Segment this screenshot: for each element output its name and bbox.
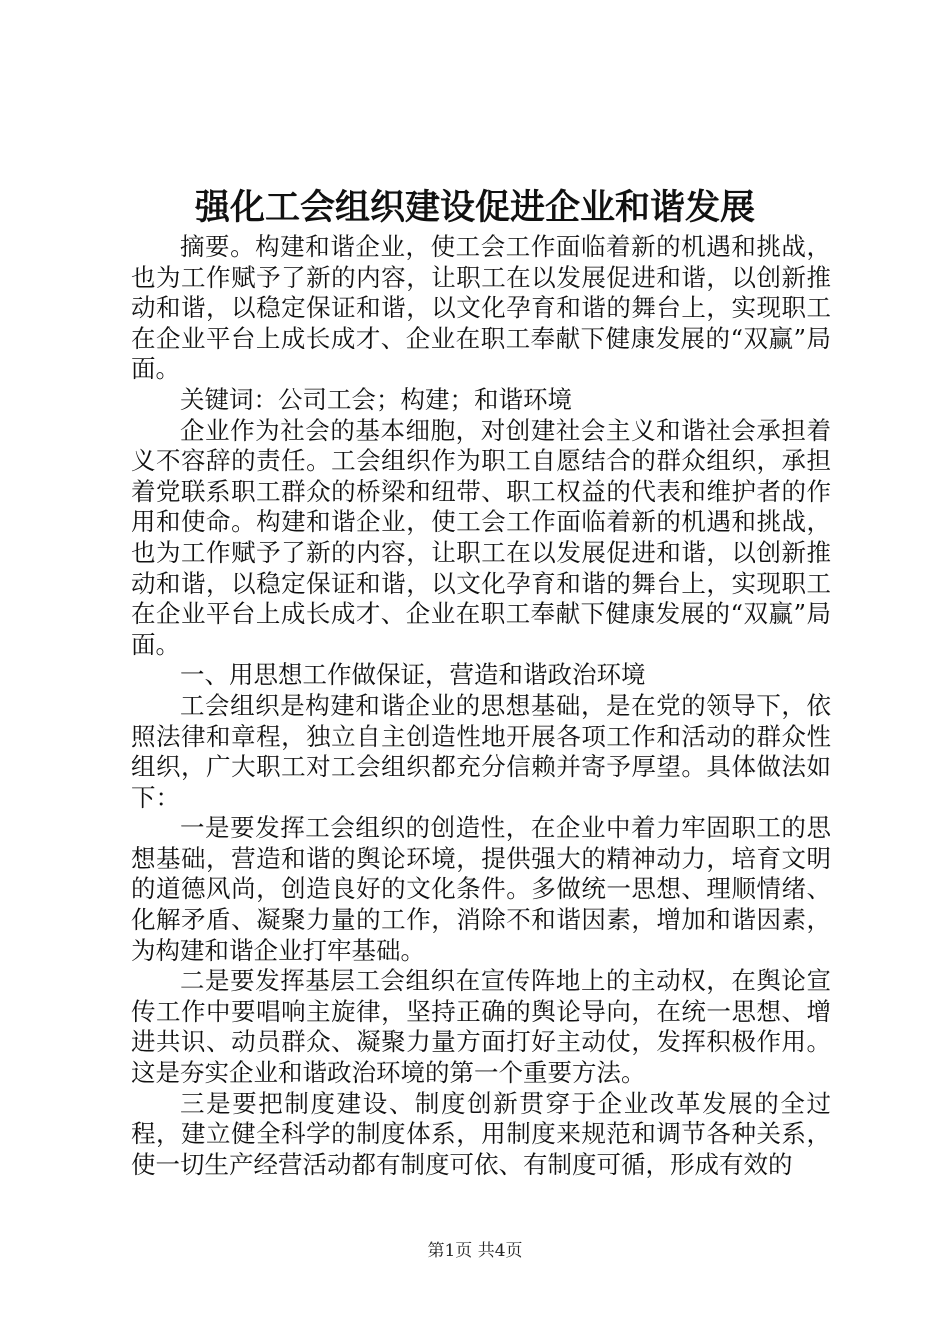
document-title: 强化工会组织建设促进企业和谐发展	[194, 187, 755, 228]
page-footer: 第1页 共4页	[427, 1241, 523, 1261]
paragraph-point-3: 三是要把制度建设、制度创新贯穿于企业改革发展的全过程，建立健全科学的制度体系，用制度来规范和调节各种关系，使一切生产经营活动都有制度可依、有制度可循，形成有效的	[131, 1088, 831, 1179]
paragraph-point-1: 一是要发挥工会组织的创造性，在企业中着力牢固职工的思想基础，营造和谐的舆论环境，提供强大的精神动力，培育文明的道德风尚，创造良好的文化条件。多做统一思想、理顺情绪、化解矛盾、凝聚力量的工作，消除不和谐因素，增加和谐因素，为构建和谐企业打牢基础。	[131, 813, 831, 965]
paragraph-abstract: 摘要。构建和谐企业，使工会工作面临着新的机遇和挑战，也为工作赋予了新的内容，让职工在以发展促进和谐，以创新推动和谐，以稳定保证和谐，以文化孕育和谐的舞台上，实现职工在企业平台上成长成才、企业在职工奉献下健康发展的“双赢”局面。	[131, 232, 831, 384]
paragraph-section-1-intro: 工会组织是构建和谐企业的思想基础，是在党的领导下，依照法律和章程，独立自主创造性地开展各项工作和活动的群众性组织，广大职工对工会组织都充分信赖并寄予厚望。具体做法如下：	[131, 690, 831, 812]
paragraph-keywords: 关键词：公司工会；构建；和谐环境	[180, 384, 572, 414]
paragraph-point-2: 二是要发挥基层工会组织在宣传阵地上的主动权，在舆论宣传工作中要唱响主旋律，坚持正确的舆论导向，在统一思想、增进共识、动员群众、凝聚力量方面打好主动仗，发挥积极作用。这是夯实企业和谐政治环境的第一个重要方法。	[131, 966, 831, 1088]
document-body	[131, 232, 831, 1180]
paragraph-intro: 企业作为社会的基本细胞，对创建社会主义和谐社会承担着义不容辞的责任。工会组织作为职工自愿结合的群众组织，承担着党联系职工群众的桥梁和纽带、职工权益的代表和维护者的作用和使命。构建和谐企业，使工会工作面临着新的机遇和挑战，也为工作赋予了新的内容，让职工在以发展促进和谐，以创新推动和谐，以稳定保证和谐，以文化孕育和谐的舞台上，实现职工在企业平台上成长成才、企业在职工奉献下健康发展的“双赢”局面。	[131, 415, 831, 659]
section-heading-1: 一、用思想工作做保证，营造和谐政治环境	[180, 660, 646, 690]
